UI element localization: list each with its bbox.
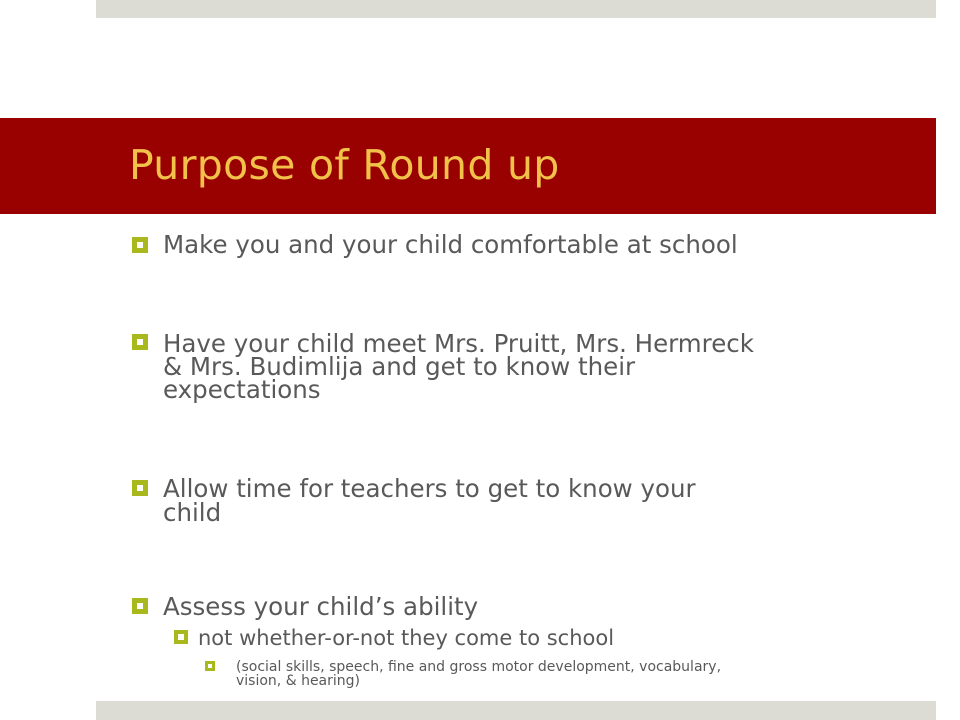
bullet-square-icon [132, 598, 148, 614]
bullet-square-icon [132, 334, 148, 350]
bottom-decorative-strip [96, 701, 936, 720]
top-decorative-strip [96, 0, 936, 18]
bullet-2-text-line-2: & Mrs. Budimlija and get to know their [163, 352, 636, 381]
bullet-3-text-line-2: child [163, 498, 222, 527]
sub-sub-bullet-text-line-2: vision, & hearing) [236, 673, 360, 689]
sub-bullet-square-icon [174, 630, 188, 644]
sub-sub-bullet-square-icon [205, 661, 215, 671]
bullet-2-text-line-3: expectations [163, 375, 321, 404]
sub-bullet-text: not whether-or-not they come to school [198, 626, 615, 650]
sub-sub-bullet-text-line-1: (social skills, speech, fine and gross motor development, vocabulary, [236, 659, 722, 675]
bullet-3-text-line-1: Allow time for teachers to get to know your [163, 474, 696, 503]
slide-title: Purpose of Round up [129, 141, 560, 189]
bullet-1-text: Make you and your child comfortable at school [163, 230, 738, 259]
bullet-square-icon [132, 480, 148, 496]
bullet-2-text-line-1: Have your child meet Mrs. Pruitt, Mrs. Hermreck [163, 329, 754, 358]
bullet-4-text: Assess your child’s ability [163, 592, 479, 621]
bullet-square-icon [132, 237, 148, 253]
